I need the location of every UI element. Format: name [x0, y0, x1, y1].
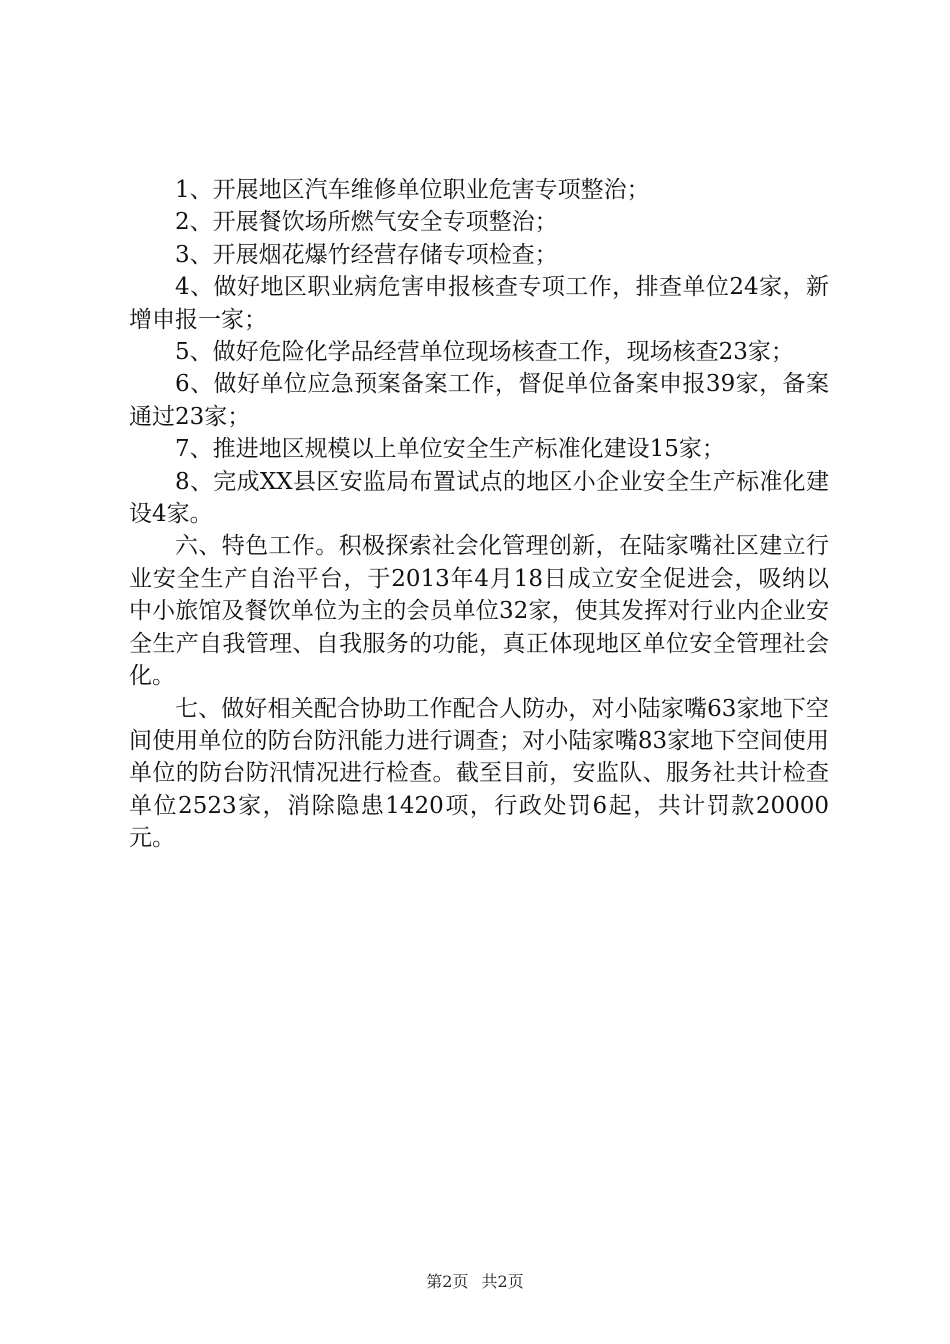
paragraph-item-4: 4、做好地区职业病危害申报核查专项工作，排查单位24家，新增申报一家； — [129, 274, 829, 333]
paragraph-item-7: 7、推进地区规模以上单位安全生产标准化建设15家； — [175, 436, 725, 463]
paragraph-item-3: 3、开展烟花爆竹经营存储专项检查； — [175, 241, 558, 268]
page-footer — [0, 1272, 950, 1292]
paragraph-item-2: 2、开展餐饮场所燃气安全专项整治； — [175, 209, 558, 236]
paragraph-item-6: 6、做好单位应急预案备案工作，督促单位备案申报39家，备案通过23家； — [129, 371, 829, 430]
paragraph-cooperation-work: 七、做好相关配合协助工作配合人防办，对小陆家嘴63家地下空间使用单位的防台防汛能力进行调查；对小陆家嘴83家地下空间使用单位的防台防汛情况进行检查。截至目前，安监队、服务社共计检查单位2523家，消除隐患1420项，行政处罚6起，共计罚款20000元。 — [129, 695, 829, 852]
paragraph-special-work: 六、特色工作。积极探索社会化管理创新，在陆家嘴社区建立行业安全生产自治平台，于2013年4月18日成立安全促进会，吸纳以中小旅馆及餐饮单位为主的会员单位32家，使其发挥对行业内企业安全生产自我管理、自我服务的功能，真正体现地区单位安全管理社会化。 — [129, 533, 829, 690]
total-pages-label: 共2页 — [481, 1272, 524, 1291]
paragraph-item-8: 8、完成XX县区安监局布置试点的地区小企业安全生产标准化建设4家。 — [129, 468, 829, 528]
current-page-label: 第2页 — [426, 1272, 469, 1291]
paragraph-item-1: 1、开展地区汽车维修单位职业危害专项整治； — [175, 177, 650, 203]
paragraph-item-5: 5、做好危险化学品经营单位现场核查工作，现场核查23家； — [175, 339, 794, 366]
document-body — [129, 174, 829, 855]
